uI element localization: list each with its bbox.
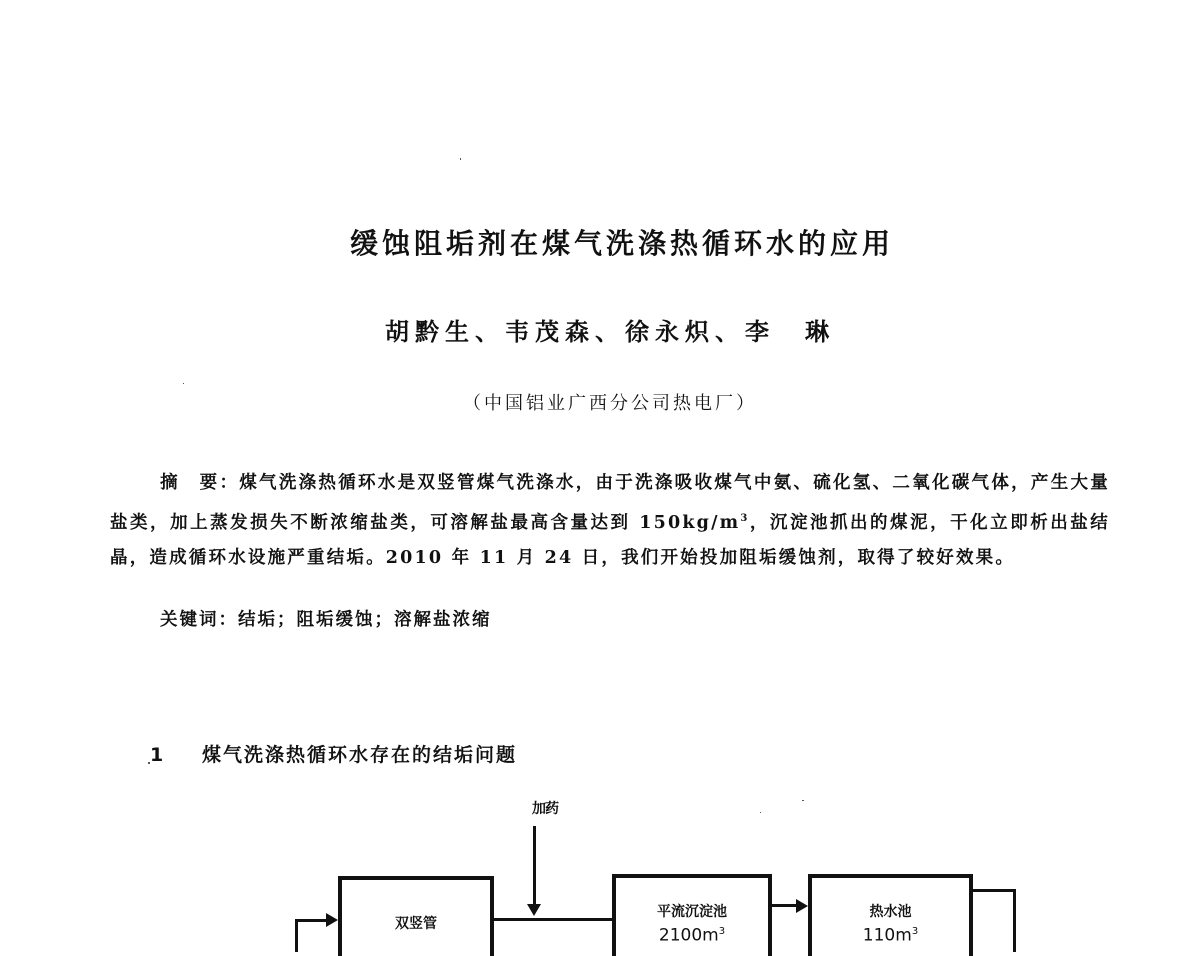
section-number: 1: [150, 744, 166, 766]
paper-affiliation: （中国铝业广西分公司热电厂）: [463, 393, 757, 414]
box-double-riser: [338, 876, 494, 956]
box-label: 双竖管: [395, 916, 437, 932]
connector-inflow-to-riser: [295, 919, 327, 922]
abstract-text-part2: ，沉淀池抓出的煤泥，干化立即析出盐结晶，造成循环水设施严重结垢。2010 年 11 月 24 日，我们开始投加阻垢缓蚀剂，取得了较好效果。: [110, 512, 1110, 568]
keywords: [160, 606, 492, 631]
keywords-label: 关键词：: [160, 610, 238, 630]
return-line-left: [295, 919, 298, 952]
abstract-text-part1: 煤气洗涤热循环水是双竖管煤气洗涤水，由于洗涤吸收煤气中氨、硫化氢、二氧化碳气体，产生大量盐类，加上蒸发损失不断浓缩盐类，可溶解盐最高含量达到 150kg/m: [110, 473, 1110, 533]
section-title: 煤气洗涤热循环水存在的结垢问题: [202, 744, 518, 766]
box-label: 平流沉淀池: [657, 904, 727, 920]
connector-hot-water-out: [973, 889, 1015, 892]
paper-authors: 胡黔生、韦茂森、徐永炽、李 琳: [385, 317, 835, 346]
section-heading-1: [150, 740, 517, 767]
abstract-paragraph: [110, 466, 1110, 576]
return-line-right: [1013, 889, 1016, 952]
connector-riser-to-sedimentation: [494, 918, 614, 921]
keywords-text: 结垢；阻垢缓蚀；溶解盐浓缩: [238, 610, 492, 630]
dosing-arrow-icon: [527, 904, 541, 916]
connector-sedimentation-to-hot-water: [772, 904, 798, 907]
scan-speck: [148, 762, 150, 764]
abstract-label: 摘 要：: [160, 473, 240, 493]
scan-speck: [802, 800, 804, 801]
scan-speck: [183, 383, 184, 384]
box-volume: $110m^3$: [862, 925, 919, 946]
dosing-label: 加药: [532, 801, 558, 817]
arrow-right-icon: [796, 899, 808, 913]
scan-speck: [760, 812, 761, 813]
dosing-line: [533, 826, 536, 906]
box-sedimentation-tank: [612, 874, 772, 956]
box-volume: $2100m^3$: [658, 925, 726, 946]
box-hot-water-tank: [808, 874, 973, 956]
box-label: 热水池: [869, 904, 912, 920]
abstract-superscript: 3: [740, 513, 750, 524]
arrow-right-icon: [326, 913, 338, 927]
scan-speck: [460, 158, 461, 160]
paper-title: 缓蚀阻垢剂在煤气洗涤热循环水的应用: [349, 227, 894, 260]
